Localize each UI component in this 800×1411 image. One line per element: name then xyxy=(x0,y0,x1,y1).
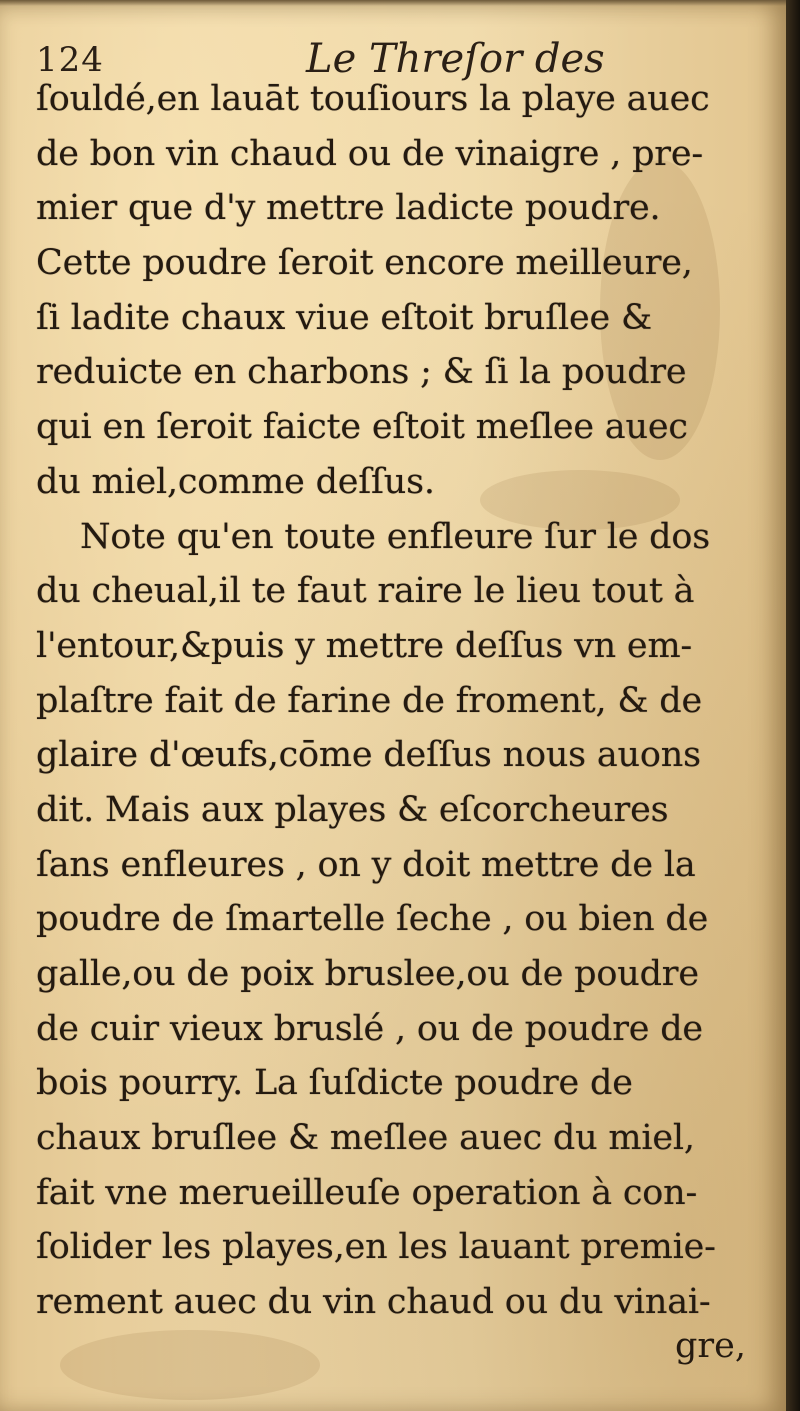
text-line: qui en ſeroit faicte eſtoit meſlee auec xyxy=(36,407,688,448)
text-line: reduicte en charbons ; & ſi la poudre xyxy=(36,352,687,393)
text-line: de bon vin chaud ou de vinaigre , pre- xyxy=(36,133,703,174)
text-line: du miel,comme deſſus. xyxy=(36,461,435,502)
text-line: dit. Mais aux playes & eſcorcheures xyxy=(36,789,669,830)
body-text xyxy=(36,72,771,1330)
text-line: ſi ladite chaux viue eſtoit bruſlee & xyxy=(36,297,652,338)
paragraph-start-line: Note qu'en toute enfleure ſur le dos xyxy=(80,516,710,557)
book-binding-edge xyxy=(786,0,800,1411)
text-line: ſouldé,en lauāt touſiours la playe auec xyxy=(36,79,710,119)
text-line: plaſtre fait de farine de froment, & de xyxy=(36,680,702,721)
text-line: rement auec du vin chaud ou du vinai- xyxy=(36,1282,711,1323)
text-line: ſans enfleures , on y doit mettre de la xyxy=(36,844,696,885)
page-top-shadow xyxy=(0,0,786,6)
text-line: poudre de ſmartelle ſeche , ou bien de xyxy=(36,899,709,940)
text-line: de cuir vieux bruslé , ou de poudre de xyxy=(36,1008,703,1049)
text-line: galle,ou de poix bruslee,ou de poudre xyxy=(36,954,699,994)
text-line: du cheual,il te faut raire le lieu tout à xyxy=(36,571,695,612)
catchword: gre, xyxy=(675,1326,746,1366)
text-line: bois pourry. La ſuſdicte poudre de xyxy=(36,1063,633,1104)
running-title: Le Threſor des xyxy=(306,36,605,82)
text-line: glaire d'œufs,cōme deſſus nous auons xyxy=(36,735,701,776)
text-line: chaux bruſlee & meſlee auec du miel, xyxy=(36,1118,695,1159)
text-line: l'entour,&puis y mettre deſſus vn em- xyxy=(36,625,693,666)
text-line: Cette poudre ſeroit encore meilleure, xyxy=(36,243,693,284)
paper-stain xyxy=(60,1330,320,1400)
page-number: 124 xyxy=(36,40,104,80)
text-line: ſolider les playes,en les lauant premie- xyxy=(36,1227,716,1268)
text-line: mier que d'y mettre ladicte poudre. xyxy=(36,188,661,229)
text-line: fait vne merueilleuſe operation à con- xyxy=(36,1172,698,1213)
